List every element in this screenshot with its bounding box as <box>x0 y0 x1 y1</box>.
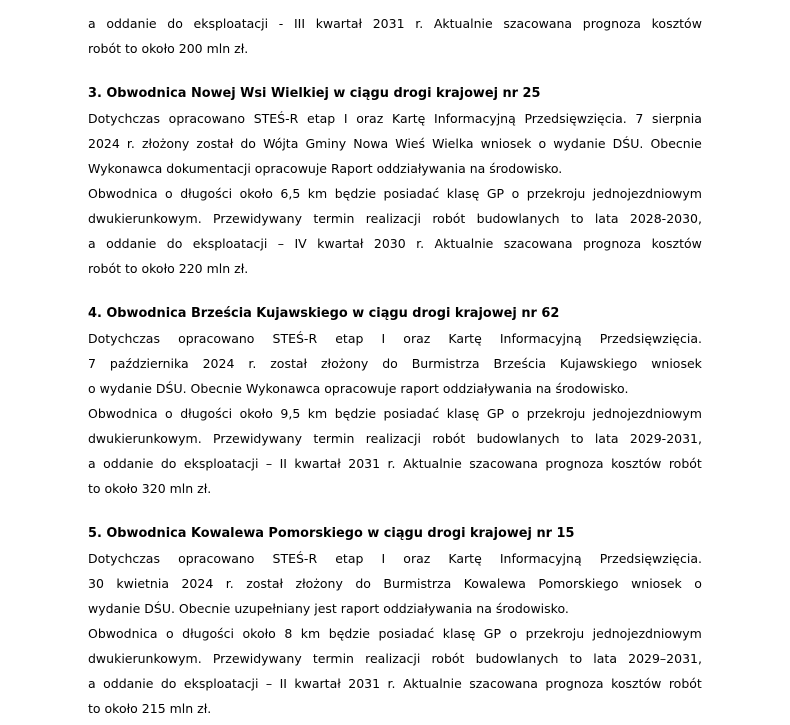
paragraph-4a <box>88 326 702 401</box>
text-line: Dotychczas opracowano STEŚ-R etap I oraz Kartę Informacyjną Przedsięwzięcia. <box>88 551 702 566</box>
text-line: a oddanie do eksploatacji – II kwartał 2031 r. Aktualnie szacowana prognoza kosztów robót <box>88 676 702 691</box>
text-line: Dotychczas opracowano STEŚ-R etap I oraz Kartę Informacyjną Przedsięwzięcia. <box>88 331 702 346</box>
text-line: robót to około 220 mln zł. <box>88 261 249 276</box>
heading-section-3: 3. Obwodnica Nowej Wsi Wielkiej w ciągu drogi krajowej nr 25 <box>88 86 541 101</box>
text-line: a oddanie do eksploatacji – II kwartał 2031 r. Aktualnie szacowana prognoza kosztów robót <box>88 456 702 471</box>
text-line: Obwodnica o długości około 6,5 km będzie posiadać klasę GP o przekroju jednojezdniowym <box>88 186 702 201</box>
document-text-body <box>88 11 702 721</box>
paragraph-2b-continuation <box>88 11 702 61</box>
heading-section-4: 4. Obwodnica Brześcia Kujawskiego w ciągu drogi krajowej nr 62 <box>88 306 560 321</box>
text-line: o wydanie DŚU. Obecnie Wykonawca opracowuje raport oddziaływania na środowisko. <box>88 381 629 396</box>
text-line: dwukierunkowym. Przewidywany termin realizacji robót budowlanych to lata 2029-2031, <box>88 431 702 446</box>
text-line: a oddanie do eksploatacji - III kwartał 2031 r. Aktualnie szacowana prognoza kosztów <box>88 16 702 31</box>
paragraph-4b <box>88 401 702 501</box>
text-line: Wykonawca dokumentacji opracowuje Raport oddziaływania na środowisko. <box>88 161 563 176</box>
text-line: Obwodnica o długości około 9,5 km będzie posiadać klasę GP o przekroju jednojezdniowym <box>88 406 702 421</box>
text-line: to około 215 mln zł. <box>88 701 212 716</box>
text-line: dwukierunkowym. Przewidywany termin realizacji robót budowlanych to lata 2029–2031, <box>88 651 702 666</box>
text-line: a oddanie do eksploatacji – IV kwartał 2030 r. Aktualnie szacowana prognoza kosztów <box>88 236 702 251</box>
text-line: 30 kwietnia 2024 r. został złożony do Burmistrza Kowalewa Pomorskiego wniosek o <box>88 576 702 591</box>
paragraph-5b <box>88 621 702 721</box>
text-line: Obwodnica o długości około 8 km będzie posiadać klasę GP o przekroju jednojezdniowym <box>88 626 702 641</box>
text-line: robót to około 200 mln zł. <box>88 41 249 56</box>
text-line: Dotychczas opracowano STEŚ-R etap I oraz Kartę Informacyjną Przedsięwzięcia. 7 sierpnia <box>88 111 702 126</box>
paragraph-3a <box>88 106 702 181</box>
text-line: to około 320 mln zł. <box>88 481 212 496</box>
paragraph-3b <box>88 181 702 281</box>
paragraph-5a <box>88 546 702 621</box>
text-line: 2024 r. złożony został do Wójta Gminy Nowa Wieś Wielka wniosek o wydanie DŚU. Obecnie <box>88 136 702 151</box>
heading-section-5: 5. Obwodnica Kowalewa Pomorskiego w ciągu drogi krajowej nr 15 <box>88 526 575 541</box>
text-line: wydanie DŚU. Obecnie uzupełniany jest raport oddziaływania na środowisko. <box>88 601 569 616</box>
text-line: 7 października 2024 r. został złożony do Burmistrza Brześcia Kujawskiego wniosek <box>88 356 702 371</box>
text-line: dwukierunkowym. Przewidywany termin realizacji robót budowlanych to lata 2028-2030, <box>88 211 702 226</box>
